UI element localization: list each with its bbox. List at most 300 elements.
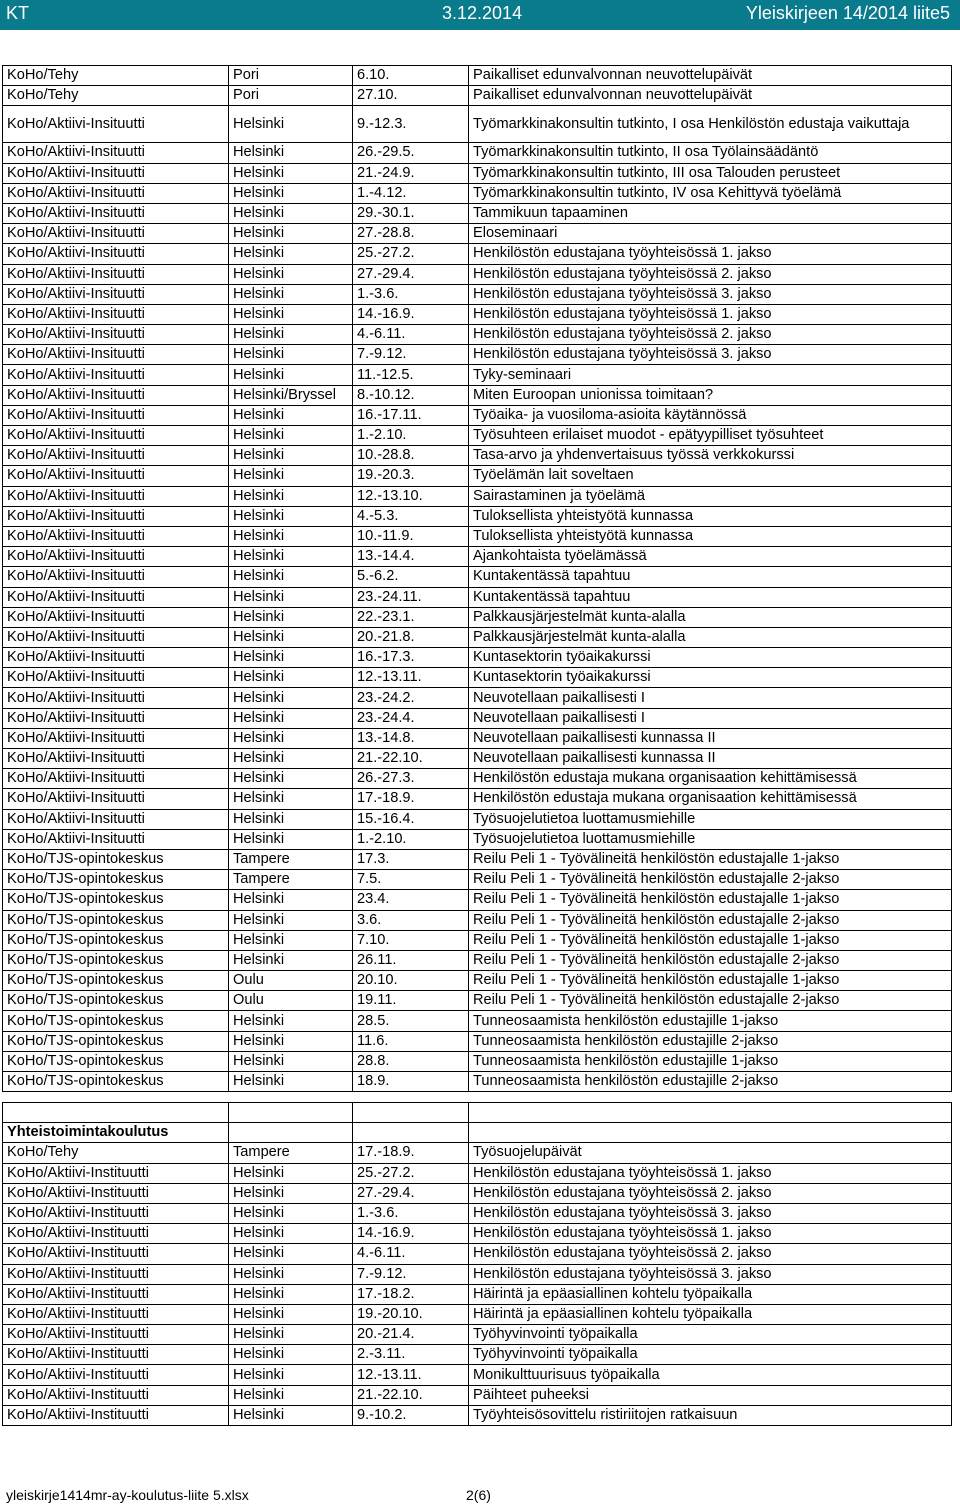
date-cell: 12.-13.11.: [353, 668, 469, 688]
location-cell: Helsinki/Bryssel: [229, 385, 353, 405]
course-cell: Henkilöstön edustajana työyhteisössä 1. jakso: [469, 1224, 952, 1244]
date-cell: 21.-24.9.: [353, 163, 469, 183]
table-row: [3, 587, 952, 607]
location-cell: Helsinki: [229, 567, 353, 587]
location-cell: Helsinki: [229, 950, 353, 970]
course-cell: Sairastaminen ja työelämä: [469, 486, 952, 506]
table-row: [3, 728, 952, 748]
organizer-cell: KoHo/TJS-opintokeskus: [3, 1011, 229, 1031]
date-cell: 26.11.: [353, 950, 469, 970]
table-row: [3, 789, 952, 809]
course-cell: Henkilöstön edustaja mukana organisaation kehittämisessä: [469, 789, 952, 809]
course-cell: Päihteet puheeksi: [469, 1385, 952, 1405]
location-cell: Helsinki: [229, 890, 353, 910]
organizer-cell: KoHo/Aktiivi-Insituutti: [3, 405, 229, 425]
course-cell: Henkilöstön edustajana työyhteisössä 1. jakso: [469, 304, 952, 324]
organizer-cell: KoHo/Aktiivi-Insituutti: [3, 106, 229, 143]
date-cell: 14.-16.9.: [353, 304, 469, 324]
organizer-cell: KoHo/Aktiivi-Insituutti: [3, 244, 229, 264]
date-cell: 21.-22.10.: [353, 1385, 469, 1405]
course-cell: Työsuojelupäivät: [469, 1143, 952, 1163]
organizer-cell: KoHo/Aktiivi-Insituutti: [3, 143, 229, 163]
table-row: [3, 486, 952, 506]
organizer-cell: KoHo/TJS-opintokeskus: [3, 870, 229, 890]
date-cell: 25.-27.2.: [353, 1163, 469, 1183]
date-cell: 27.-29.4.: [353, 264, 469, 284]
location-cell: Helsinki: [229, 1385, 353, 1405]
table-row: [3, 1183, 952, 1203]
date-cell: 20.10.: [353, 971, 469, 991]
location-cell: Helsinki: [229, 466, 353, 486]
organizer-cell: KoHo/Aktiivi-Insituutti: [3, 486, 229, 506]
organizer-cell: KoHo/TJS-opintokeskus: [3, 991, 229, 1011]
organizer-cell: KoHo/Aktiivi-Instituutti: [3, 1405, 229, 1425]
cooperation-training-table: [2, 1102, 952, 1426]
organizer-cell: KoHo/Aktiivi-Instituutti: [3, 1325, 229, 1345]
course-cell: Tuloksellista yhteistyötä kunnassa: [469, 526, 952, 546]
date-cell: 22.-23.1.: [353, 607, 469, 627]
date-cell: 28.8.: [353, 1051, 469, 1071]
table-row: [3, 143, 952, 163]
location-cell: Helsinki: [229, 728, 353, 748]
organizer-cell: KoHo/Aktiivi-Insituutti: [3, 284, 229, 304]
location-cell: Helsinki: [229, 1011, 353, 1031]
location-cell: Helsinki: [229, 1325, 353, 1345]
date-cell: 20.-21.8.: [353, 627, 469, 647]
table-row: [3, 106, 952, 143]
location-cell: Helsinki: [229, 789, 353, 809]
course-cell: Työelämän lait soveltaen: [469, 466, 952, 486]
organizer-cell: KoHo/Aktiivi-Instituutti: [3, 1284, 229, 1304]
date-cell: 19.-20.10.: [353, 1304, 469, 1324]
table-row: [3, 971, 952, 991]
organizer-cell: KoHo/Aktiivi-Instituutti: [3, 1304, 229, 1324]
footer-filename: yleiskirje1414mr-ay-koulutus-liite 5.xlsx: [6, 1487, 249, 1503]
location-cell: Helsinki: [229, 749, 353, 769]
course-cell: Kuntasektorin työaikakurssi: [469, 648, 952, 668]
table-row: [3, 1051, 952, 1071]
organizer-cell: KoHo/Aktiivi-Insituutti: [3, 567, 229, 587]
blank-row: [3, 1103, 952, 1123]
course-cell: Henkilöstön edustajana työyhteisössä 2. jakso: [469, 1183, 952, 1203]
table-row: [3, 930, 952, 950]
location-cell: Helsinki: [229, 930, 353, 950]
course-cell: Paikalliset edunvalvonnan neuvottelupäivät: [469, 86, 952, 106]
footer-page-number: 2(6): [466, 1487, 491, 1503]
location-cell: Helsinki: [229, 688, 353, 708]
course-cell: Palkkausjärjestelmät kunta-alalla: [469, 627, 952, 647]
course-cell: Kuntasektorin työaikakurssi: [469, 668, 952, 688]
date-cell: 4.-5.3.: [353, 506, 469, 526]
location-cell: Helsinki: [229, 769, 353, 789]
header-date: 3.12.2014: [442, 3, 523, 23]
organizer-cell: KoHo/Tehy: [3, 66, 229, 86]
organizer-cell: KoHo/Aktiivi-Insituutti: [3, 325, 229, 345]
organizer-cell: KoHo/Aktiivi-Insituutti: [3, 466, 229, 486]
date-cell: 10.-11.9.: [353, 526, 469, 546]
date-cell: 5.-6.2.: [353, 567, 469, 587]
course-cell: Työhyvinvointi työpaikalla: [469, 1345, 952, 1365]
location-cell: Helsinki: [229, 1264, 353, 1284]
date-cell: 25.-27.2.: [353, 244, 469, 264]
course-cell: Työmarkkinakonsultin tutkinto, II osa Työlainsäädäntö: [469, 143, 952, 163]
location-cell: Helsinki: [229, 910, 353, 930]
course-cell: Palkkausjärjestelmät kunta-alalla: [469, 607, 952, 627]
date-cell: 21.-22.10.: [353, 749, 469, 769]
organizer-cell: KoHo/Aktiivi-Insituutti: [3, 183, 229, 203]
table-row: [3, 1163, 952, 1183]
location-cell: Pori: [229, 86, 353, 106]
date-cell: 17.-18.9.: [353, 789, 469, 809]
table-row: [3, 163, 952, 183]
location-cell: Helsinki: [229, 648, 353, 668]
organizer-cell: KoHo/Aktiivi-Insituutti: [3, 264, 229, 284]
organizer-cell: KoHo/Aktiivi-Instituutti: [3, 1203, 229, 1223]
organizer-cell: KoHo/Tehy: [3, 86, 229, 106]
date-cell: 19.11.: [353, 991, 469, 1011]
organizer-cell: KoHo/TJS-opintokeskus: [3, 930, 229, 950]
organizer-cell: KoHo/TJS-opintokeskus: [3, 849, 229, 869]
course-cell: Reilu Peli 1 - Työvälineitä henkilöstön edustajalle 2-jakso: [469, 910, 952, 930]
date-cell: 19.-20.3.: [353, 466, 469, 486]
date-cell: 20.-21.4.: [353, 1325, 469, 1345]
date-cell: 1.-4.12.: [353, 183, 469, 203]
organizer-cell: KoHo/TJS-opintokeskus: [3, 890, 229, 910]
location-cell: Helsinki: [229, 1224, 353, 1244]
date-cell: 1.-3.6.: [353, 1203, 469, 1223]
course-cell: Häirintä ja epäasiallinen kohtelu työpaikalla: [469, 1284, 952, 1304]
organizer-cell: KoHo/Aktiivi-Insituutti: [3, 668, 229, 688]
course-cell: Työmarkkinakonsultin tutkinto, III osa Talouden perusteet: [469, 163, 952, 183]
course-cell: Häirintä ja epäasiallinen kohtelu työpaikalla: [469, 1304, 952, 1324]
organizer-cell: KoHo/Aktiivi-Instituutti: [3, 1224, 229, 1244]
table-row: [3, 1304, 952, 1324]
table-row: [3, 1224, 952, 1244]
location-cell: Oulu: [229, 971, 353, 991]
organizer-cell: KoHo/Aktiivi-Insituutti: [3, 769, 229, 789]
course-cell: Miten Euroopan unionissa toimitaan?: [469, 385, 952, 405]
organizer-cell: KoHo/Aktiivi-Insituutti: [3, 203, 229, 223]
date-cell: 15.-16.4.: [353, 809, 469, 829]
table-row: [3, 668, 952, 688]
date-cell: 11.-12.5.: [353, 365, 469, 385]
course-cell: Neuvotellaan paikallisesti kunnassa II: [469, 728, 952, 748]
date-cell: 16.-17.11.: [353, 405, 469, 425]
date-cell: 7.5.: [353, 870, 469, 890]
course-cell: Reilu Peli 1 - Työvälineitä henkilöstön edustajalle 2-jakso: [469, 991, 952, 1011]
course-cell: Henkilöstön edustajana työyhteisössä 2. jakso: [469, 264, 952, 284]
course-cell: Tuloksellista yhteistyötä kunnassa: [469, 506, 952, 526]
location-cell: Helsinki: [229, 547, 353, 567]
table-row: [3, 769, 952, 789]
location-cell: Helsinki: [229, 1244, 353, 1264]
course-cell: Tunneosaamista henkilöstön edustajille 2-jakso: [469, 1072, 952, 1092]
course-cell: Tammikuun tapaaminen: [469, 203, 952, 223]
location-cell: Helsinki: [229, 809, 353, 829]
organizer-cell: KoHo/Aktiivi-Insituutti: [3, 789, 229, 809]
organizer-cell: KoHo/Aktiivi-Insituutti: [3, 365, 229, 385]
location-cell: Helsinki: [229, 1365, 353, 1385]
date-cell: 13.-14.4.: [353, 547, 469, 567]
table-row: [3, 910, 952, 930]
course-cell: Eloseminaari: [469, 224, 952, 244]
table-row: [3, 1385, 952, 1405]
course-cell: Henkilöstön edustaja mukana organisaation kehittämisessä: [469, 769, 952, 789]
table-row: [3, 950, 952, 970]
table-row: [3, 426, 952, 446]
location-cell: Helsinki: [229, 163, 353, 183]
course-cell: Työhyvinvointi työpaikalla: [469, 1325, 952, 1345]
organizer-cell: KoHo/Aktiivi-Instituutti: [3, 1385, 229, 1405]
location-cell: Helsinki: [229, 304, 353, 324]
location-cell: Helsinki: [229, 1405, 353, 1425]
location-cell: Helsinki: [229, 284, 353, 304]
course-cell: Tunneosaamista henkilöstön edustajille 2-jakso: [469, 1031, 952, 1051]
table-row: [3, 264, 952, 284]
course-cell: Reilu Peli 1 - Työvälineitä henkilöstön edustajalle 1-jakso: [469, 930, 952, 950]
location-cell: Helsinki: [229, 1284, 353, 1304]
table-row: [3, 224, 952, 244]
course-cell: Henkilöstön edustajana työyhteisössä 1. jakso: [469, 1163, 952, 1183]
course-cell: Reilu Peli 1 - Työvälineitä henkilöstön edustajalle 1-jakso: [469, 849, 952, 869]
course-cell: Työmarkkinakonsultin tutkinto, I osa Henkilöstön edustaja vaikuttaja: [469, 106, 952, 143]
table-row: [3, 1011, 952, 1031]
course-cell: Tyky-seminaari: [469, 365, 952, 385]
date-cell: 7.-9.12.: [353, 345, 469, 365]
table-row: [3, 365, 952, 385]
organizer-cell: KoHo/Aktiivi-Insituutti: [3, 829, 229, 849]
table-row: [3, 385, 952, 405]
location-cell: Helsinki: [229, 143, 353, 163]
date-cell: 16.-17.3.: [353, 648, 469, 668]
course-cell: Henkilöstön edustajana työyhteisössä 1. jakso: [469, 244, 952, 264]
organizer-cell: KoHo/Aktiivi-Instituutti: [3, 1244, 229, 1264]
location-cell: Helsinki: [229, 607, 353, 627]
table-row: [3, 244, 952, 264]
table-row: [3, 1325, 952, 1345]
course-cell: Reilu Peli 1 - Työvälineitä henkilöstön edustajalle 2-jakso: [469, 870, 952, 890]
table-row: [3, 829, 952, 849]
table-row: [3, 1072, 952, 1092]
course-cell: Työmarkkinakonsultin tutkinto, IV osa Kehittyvä työelämä: [469, 183, 952, 203]
table-row: [3, 688, 952, 708]
organizer-cell: KoHo/Aktiivi-Insituutti: [3, 426, 229, 446]
location-cell: Pori: [229, 66, 353, 86]
date-cell: 27.-28.8.: [353, 224, 469, 244]
date-cell: 1.-2.10.: [353, 426, 469, 446]
page-header: [0, 0, 960, 30]
organizer-cell: KoHo/Aktiivi-Instituutti: [3, 1365, 229, 1385]
organizer-cell: KoHo/Aktiivi-Insituutti: [3, 446, 229, 466]
organizer-cell: KoHo/Aktiivi-Instituutti: [3, 1345, 229, 1365]
course-cell: Reilu Peli 1 - Työvälineitä henkilöstön edustajalle 2-jakso: [469, 950, 952, 970]
location-cell: Tampere: [229, 870, 353, 890]
table-row: [3, 284, 952, 304]
table-row: [3, 86, 952, 106]
location-cell: Helsinki: [229, 345, 353, 365]
date-cell: 4.-6.11.: [353, 325, 469, 345]
location-cell: Helsinki: [229, 486, 353, 506]
location-cell: Helsinki: [229, 264, 353, 284]
header-org: KT: [6, 3, 30, 23]
organizer-cell: KoHo/Aktiivi-Insituutti: [3, 385, 229, 405]
organizer-cell: KoHo/Aktiivi-Insituutti: [3, 627, 229, 647]
table-row: [3, 506, 952, 526]
location-cell: Helsinki: [229, 1304, 353, 1324]
date-cell: 8.-10.12.: [353, 385, 469, 405]
course-cell: Henkilöstön edustajana työyhteisössä 3. jakso: [469, 1203, 952, 1223]
table-row: [3, 183, 952, 203]
date-cell: 28.5.: [353, 1011, 469, 1031]
location-cell: Helsinki: [229, 426, 353, 446]
course-cell: Työsuojelutietoa luottamusmiehille: [469, 809, 952, 829]
course-cell: Työyhteisösovittelu ristiriitojen ratkaisuun: [469, 1405, 952, 1425]
table-row: [3, 870, 952, 890]
date-cell: 7.-9.12.: [353, 1264, 469, 1284]
location-cell: Helsinki: [229, 1072, 353, 1092]
course-cell: Henkilöstön edustajana työyhteisössä 3. jakso: [469, 345, 952, 365]
table-row: [3, 890, 952, 910]
location-cell: Helsinki: [229, 1031, 353, 1051]
course-cell: Henkilöstön edustajana työyhteisössä 2. jakso: [469, 1244, 952, 1264]
location-cell: Helsinki: [229, 446, 353, 466]
location-cell: Tampere: [229, 1143, 353, 1163]
date-cell: 11.6.: [353, 1031, 469, 1051]
course-cell: Työaika- ja vuosiloma-asioita käytännössä: [469, 405, 952, 425]
table-row: [3, 1244, 952, 1264]
table-row: [3, 1203, 952, 1223]
date-cell: 9.-12.3.: [353, 106, 469, 143]
date-cell: 27.10.: [353, 86, 469, 106]
table-row: [3, 66, 952, 86]
organizer-cell: KoHo/TJS-opintokeskus: [3, 1031, 229, 1051]
course-cell: Neuvotellaan paikallisesti I: [469, 688, 952, 708]
table-row: [3, 809, 952, 829]
table-row: [3, 304, 952, 324]
date-cell: 6.10.: [353, 66, 469, 86]
table-row: [3, 607, 952, 627]
course-cell: Reilu Peli 1 - Työvälineitä henkilöstön edustajalle 1-jakso: [469, 971, 952, 991]
location-cell: Helsinki: [229, 829, 353, 849]
organizer-cell: KoHo/Aktiivi-Insituutti: [3, 547, 229, 567]
table-row: [3, 1264, 952, 1284]
location-cell: Helsinki: [229, 1163, 353, 1183]
location-cell: Helsinki: [229, 106, 353, 143]
course-cell: Reilu Peli 1 - Työvälineitä henkilöstön edustajalle 1-jakso: [469, 890, 952, 910]
location-cell: Helsinki: [229, 244, 353, 264]
organizer-cell: KoHo/Aktiivi-Instituutti: [3, 1183, 229, 1203]
date-cell: 3.6.: [353, 910, 469, 930]
date-cell: 23.4.: [353, 890, 469, 910]
date-cell: 9.-10.2.: [353, 1405, 469, 1425]
location-cell: Helsinki: [229, 1051, 353, 1071]
table-row: [3, 849, 952, 869]
course-cell: Kuntakentässä tapahtuu: [469, 567, 952, 587]
location-cell: Helsinki: [229, 668, 353, 688]
organizer-cell: KoHo/Tehy: [3, 1143, 229, 1163]
table-row: [3, 1031, 952, 1051]
organizer-cell: KoHo/TJS-opintokeskus: [3, 950, 229, 970]
location-cell: Helsinki: [229, 405, 353, 425]
organizer-cell: KoHo/TJS-opintokeskus: [3, 971, 229, 991]
section-title-row: [3, 1123, 952, 1143]
table-row: [3, 648, 952, 668]
date-cell: 26.-29.5.: [353, 143, 469, 163]
course-cell: Tasa-arvo ja yhdenvertaisuus työssä verkkokurssi: [469, 446, 952, 466]
location-cell: Helsinki: [229, 587, 353, 607]
date-cell: 10.-28.8.: [353, 446, 469, 466]
date-cell: 23.-24.4.: [353, 708, 469, 728]
date-cell: 12.-13.11.: [353, 1365, 469, 1385]
location-cell: Helsinki: [229, 325, 353, 345]
date-cell: 7.10.: [353, 930, 469, 950]
date-cell: 29.-30.1.: [353, 203, 469, 223]
organizer-cell: KoHo/Aktiivi-Insituutti: [3, 648, 229, 668]
table-row: [3, 1405, 952, 1425]
location-cell: Helsinki: [229, 224, 353, 244]
organizer-cell: KoHo/Aktiivi-Insituutti: [3, 526, 229, 546]
table-row: [3, 708, 952, 728]
course-cell: Työsuhteen erilaiset muodot - epätyypilliset työsuhteet: [469, 426, 952, 446]
course-cell: Henkilöstön edustajana työyhteisössä 3. jakso: [469, 1264, 952, 1284]
location-cell: Tampere: [229, 849, 353, 869]
date-cell: 17.-18.9.: [353, 1143, 469, 1163]
organizer-cell: KoHo/TJS-opintokeskus: [3, 910, 229, 930]
course-cell: Henkilöstön edustajana työyhteisössä 3. jakso: [469, 284, 952, 304]
table-row: [3, 1365, 952, 1385]
date-cell: 27.-29.4.: [353, 1183, 469, 1203]
location-cell: Helsinki: [229, 1183, 353, 1203]
course-cell: Tunneosaamista henkilöstön edustajille 1-jakso: [469, 1011, 952, 1031]
organizer-cell: KoHo/Aktiivi-Insituutti: [3, 809, 229, 829]
course-cell: Kuntakentässä tapahtuu: [469, 587, 952, 607]
organizer-cell: KoHo/Aktiivi-Insituutti: [3, 728, 229, 748]
location-cell: Helsinki: [229, 1345, 353, 1365]
table-row: [3, 466, 952, 486]
date-cell: 2.-3.11.: [353, 1345, 469, 1365]
location-cell: Oulu: [229, 991, 353, 1011]
organizer-cell: KoHo/Aktiivi-Insituutti: [3, 345, 229, 365]
organizer-cell: KoHo/Aktiivi-Insituutti: [3, 688, 229, 708]
location-cell: Helsinki: [229, 203, 353, 223]
date-cell: 18.9.: [353, 1072, 469, 1092]
table-row: [3, 1143, 952, 1163]
course-cell: Tunneosaamista henkilöstön edustajille 1-jakso: [469, 1051, 952, 1071]
table-row: [3, 345, 952, 365]
location-cell: Helsinki: [229, 708, 353, 728]
table-row: [3, 1284, 952, 1304]
location-cell: Helsinki: [229, 1203, 353, 1223]
date-cell: 13.-14.8.: [353, 728, 469, 748]
table-row: [3, 405, 952, 425]
table-row: [3, 547, 952, 567]
organizer-cell: KoHo/Aktiivi-Instituutti: [3, 1163, 229, 1183]
organizer-cell: KoHo/Aktiivi-Insituutti: [3, 304, 229, 324]
table-row: [3, 526, 952, 546]
course-cell: Monikulttuurisuus työpaikalla: [469, 1365, 952, 1385]
course-cell: Paikalliset edunvalvonnan neuvottelupäivät: [469, 66, 952, 86]
organizer-cell: KoHo/Aktiivi-Insituutti: [3, 224, 229, 244]
organizer-cell: KoHo/Aktiivi-Insituutti: [3, 708, 229, 728]
organizer-cell: KoHo/Aktiivi-Instituutti: [3, 1264, 229, 1284]
course-cell: Neuvotellaan paikallisesti kunnassa II: [469, 749, 952, 769]
table-row: [3, 203, 952, 223]
header-letter-ref: Yleiskirjeen 14/2014 liite5: [745, 3, 950, 23]
location-cell: Helsinki: [229, 365, 353, 385]
section-title: Yhteistoimintakoulutus: [3, 1123, 229, 1143]
date-cell: 17.-18.2.: [353, 1284, 469, 1304]
table-row: [3, 991, 952, 1011]
